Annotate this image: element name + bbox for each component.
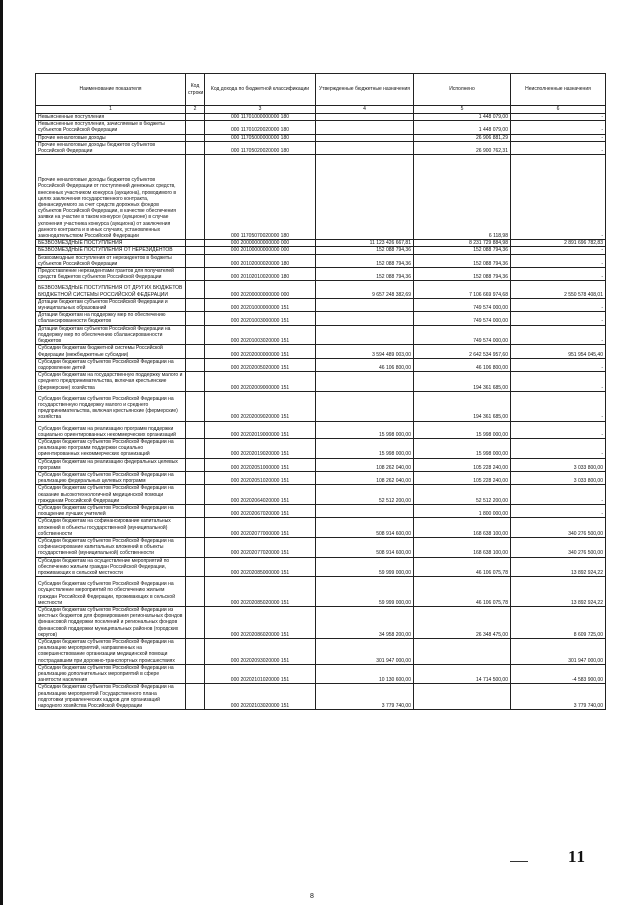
row-executed: 749 574 000,00 [414, 325, 511, 345]
row-unexecuted: 2 891 696 782,83 [511, 240, 606, 247]
row-income-code: 000 20202019000000 151 [205, 421, 316, 438]
row-approved [316, 504, 414, 517]
row-approved [316, 391, 414, 421]
row-income-code: 000 20202077020000 151 [205, 537, 316, 557]
row-approved: 152 088 794,36 [316, 247, 414, 254]
row-line-code [186, 345, 205, 358]
row-line-code [186, 312, 205, 325]
row-line-code [186, 471, 205, 484]
row-executed: 749 574 000,00 [414, 298, 511, 311]
sheet-number: 11 [568, 847, 587, 866]
income-report-table [35, 73, 606, 710]
header-approved: Утвержденные бюджетные назначения [316, 74, 414, 106]
row-approved [316, 298, 414, 311]
row-executed: 6 118,98 [414, 155, 511, 240]
row-line-code [186, 114, 205, 121]
row-approved [316, 134, 414, 141]
row-name: БЕЗВОЗМЕЗДНЫЕ ПОСТУПЛЕНИЯ ОТ НЕРЕЗИДЕНТОВ [36, 247, 186, 254]
table-row [36, 518, 606, 538]
row-executed: 15 998 000,00 [414, 421, 511, 438]
row-name: Субсидии бюджетам субъектов Российской Федерации на поощрение лучших учителей [36, 504, 186, 517]
row-approved: 59 999 000,00 [316, 577, 414, 607]
row-income-code: 000 11705070020000 180 [205, 155, 316, 240]
table-row [36, 325, 606, 345]
table-row [36, 607, 606, 639]
row-income-code: 000 20202086020000 151 [205, 607, 316, 639]
row-approved [316, 312, 414, 325]
row-name: Субсидии бюджетам субъектов Российской Федерации на государственную поддержку малого и среднего предпринимательства, включая крестьянские (фермерские) хозяйства [36, 391, 186, 421]
row-name: Прочие неналоговые доходы [36, 134, 186, 141]
row-name: Субсидии бюджетам субъектов Российской Федерации на реализацию федеральных целевых программ [36, 471, 186, 484]
row-name: Субсидии бюджетам субъектов Российской Федерации на оказание высокотехнологичной медицинской помощи гражданам Российской Федерации [36, 485, 186, 505]
row-approved: 10 130 600,00 [316, 664, 414, 684]
row-unexecuted: - [511, 372, 606, 392]
row-name: Субсидии бюджетам бюджетной системы Российской Федерации (межбюджетные субсидии) [36, 345, 186, 358]
row-name: Субсидии бюджетам субъектов Российской Федерации на реализацию дополнительных мероприятий в сфере занятости населения [36, 664, 186, 684]
row-approved [316, 114, 414, 121]
row-income-code: 000 20202009000000 151 [205, 372, 316, 392]
row-executed: 46 106 800,00 [414, 358, 511, 371]
row-line-code [186, 607, 205, 639]
table-row [36, 458, 606, 471]
row-approved: 9 657 248 382,69 [316, 281, 414, 298]
col-number: 5 [414, 106, 511, 114]
row-unexecuted: - [511, 134, 606, 141]
table-row [36, 358, 606, 371]
row-unexecuted: 13 892 924,22 [511, 577, 606, 607]
row-income-code: 000 20102010020000 180 [205, 268, 316, 281]
row-approved [316, 372, 414, 392]
row-unexecuted: 2 550 578 408,01 [511, 281, 606, 298]
row-line-code [186, 325, 205, 345]
row-approved: 11 123 426 667,81 [316, 240, 414, 247]
table-row [36, 372, 606, 392]
table-row [36, 141, 606, 154]
table-row [36, 639, 606, 665]
row-name: Прочие неналоговые доходы бюджетов субъектов Российской Федерации [36, 141, 186, 154]
row-name: Невыясненные поступления, зачисляемые в бюджеты субъектов Российской Федерации [36, 121, 186, 134]
row-approved: 508 914 600,00 [316, 537, 414, 557]
row-executed: 749 574 000,00 [414, 312, 511, 325]
row-executed: 26 348 475,00 [414, 607, 511, 639]
row-income-code: 000 20202101020000 151 [205, 664, 316, 684]
header-executed: Исполнено [414, 74, 511, 106]
row-income-code: 000 11705000000000 180 [205, 134, 316, 141]
row-name: Субсидии бюджетам субъектов Российской Федерации на реализацию мероприятий, направленных на совершенствование организации медицинской помощи пострадавшим при дорожно-транспортных происшествиях [36, 639, 186, 665]
row-unexecuted: - [511, 312, 606, 325]
table-row [36, 684, 606, 710]
row-executed: 194 361 685,00 [414, 372, 511, 392]
col-number: 6 [511, 106, 606, 114]
row-unexecuted: 8 609 725,00 [511, 607, 606, 639]
col-number: 1 [36, 106, 186, 114]
row-income-code: 000 20202000000000 151 [205, 345, 316, 358]
row-name: Субсидии бюджетам на реализацию федеральных целевых программ [36, 458, 186, 471]
row-income-code: 000 20202005020000 151 [205, 358, 316, 371]
col-number: 2 [186, 106, 205, 114]
row-executed: 26 900 762,31 [414, 141, 511, 154]
row-approved [316, 141, 414, 154]
row-income-code: 000 20202019020000 151 [205, 438, 316, 458]
row-line-code [186, 281, 205, 298]
table-body [36, 114, 606, 710]
row-executed [414, 639, 511, 665]
row-unexecuted: 13 892 924,22 [511, 557, 606, 577]
row-executed: 152 088 794,36 [414, 247, 511, 254]
table-row [36, 485, 606, 505]
row-name: Дотации бюджетам субъектов Российской Федерации и муниципальных образований [36, 298, 186, 311]
row-approved: 52 512 200,00 [316, 485, 414, 505]
row-approved: 152 088 794,36 [316, 268, 414, 281]
table-row [36, 281, 606, 298]
row-income-code: 000 20000000000000 000 [205, 240, 316, 247]
row-approved: 59 999 000,00 [316, 557, 414, 577]
table-row [36, 537, 606, 557]
row-executed: 46 106 075,78 [414, 577, 511, 607]
row-unexecuted: - [511, 325, 606, 345]
row-income-code: 000 20201003020000 151 [205, 325, 316, 345]
row-income-code: 000 20202064020000 151 [205, 485, 316, 505]
row-name: Субсидии бюджетам на софинансирование капитальных вложений в объекты государственной (муниципальной) собственности [36, 518, 186, 538]
row-income-code: 000 11705020020000 180 [205, 141, 316, 154]
row-executed: 1 800 000,00 [414, 504, 511, 517]
row-income-code: 000 20202103020000 151 [205, 684, 316, 710]
table-row [36, 438, 606, 458]
table-row [36, 557, 606, 577]
row-unexecuted: - [511, 141, 606, 154]
row-executed: 168 638 100,00 [414, 518, 511, 538]
row-unexecuted: - [511, 485, 606, 505]
table-row [36, 298, 606, 311]
row-line-code [186, 155, 205, 240]
row-income-code: 000 11701020020000 180 [205, 121, 316, 134]
row-executed: 8 231 729 884,98 [414, 240, 511, 247]
footer-dash [510, 861, 528, 862]
row-name: БЕЗВОЗМЕЗДНЫЕ ПОСТУПЛЕНИЯ ОТ ДРУГИХ БЮДЖЕТОВ БЮДЖЕТНОЙ СИСТЕМЫ РОССИЙСКОЙ ФЕДЕРАЦИИ [36, 281, 186, 298]
row-income-code: 000 20202051000000 151 [205, 458, 316, 471]
row-unexecuted: 3 779 740,00 [511, 684, 606, 710]
table-row [36, 114, 606, 121]
row-unexecuted: 3 033 800,00 [511, 458, 606, 471]
row-line-code [186, 577, 205, 607]
row-unexecuted: 340 276 500,00 [511, 537, 606, 557]
row-name: Дотации бюджетам на поддержку мер по обеспечению сбалансированности бюджетов [36, 312, 186, 325]
col-number: 3 [205, 106, 316, 114]
row-income-code: 000 20202067020000 151 [205, 504, 316, 517]
row-unexecuted: - [511, 438, 606, 458]
table-row [36, 268, 606, 281]
row-line-code [186, 537, 205, 557]
row-unexecuted: - [511, 121, 606, 134]
row-executed: 152 088 794,36 [414, 268, 511, 281]
row-line-code [186, 141, 205, 154]
row-name: Дотации бюджетам субъектов Российской Федерации на поддержку мер по обеспечению сбалансированности бюджетов [36, 325, 186, 345]
row-name: Субсидии бюджетам субъектов Российской Федерации из местных бюджетов для формирования региональных фондов финансовой поддержки поселений и региональных фондов финансовой поддержки муниципальных районов (городских округов) [36, 607, 186, 639]
row-income-code: 000 20202009020000 151 [205, 391, 316, 421]
row-name: Прочие неналоговые доходы бюджетов субъектов Российской Федерации от поступлений денежных средств, внесенных участником конкурса (аукциона), проводимого в целях заключения государственного контракта, финансируемого за счет средств дорожных фондов субъектов Российской Федерации, в качестве обеспечения заявки на участие в таком конкурсе (аукционе) в случае уклонения участника конкурса (аукциона) от заключения данного контракта и в иных случаях, установленных законодательством Российской Федерации [36, 155, 186, 240]
row-unexecuted: - [511, 358, 606, 371]
row-line-code [186, 298, 205, 311]
row-executed: 15 998 000,00 [414, 438, 511, 458]
row-unexecuted: - [511, 391, 606, 421]
row-unexecuted: 340 276 500,00 [511, 518, 606, 538]
row-income-code: 000 20202085000000 151 [205, 557, 316, 577]
header-unexecuted: Неисполненные назначения [511, 74, 606, 106]
row-name: Субсидии бюджетам субъектов Российской Федерации на реализацию мероприятий Государственного плана подготовки управленческих кадров для организаций народного хозяйства Российской Федерации [36, 684, 186, 710]
row-approved: 15 998 000,00 [316, 421, 414, 438]
row-line-code [186, 458, 205, 471]
table-row [36, 391, 606, 421]
column-number-row [36, 106, 606, 114]
row-executed: 1 448 079,00 [414, 114, 511, 121]
row-line-code [186, 247, 205, 254]
row-line-code [186, 438, 205, 458]
row-name: Предоставление нерезидентами грантов для получателей средств бюджетов субъектов Российской Федерации [36, 268, 186, 281]
row-name: Субсидии бюджетам субъектов Российской Федерации на осуществление мероприятий по обеспечению жильем граждан Российской Федерации, проживающих в сельской местности [36, 577, 186, 607]
row-unexecuted: 3 033 800,00 [511, 471, 606, 484]
row-approved: 108 262 040,00 [316, 471, 414, 484]
row-income-code: 000 20202085020000 151 [205, 577, 316, 607]
row-executed: 2 642 534 957,60 [414, 345, 511, 358]
row-unexecuted: - [511, 268, 606, 281]
row-name: Субсидии бюджетам на осуществление мероприятий по обеспечению жильем граждан Российской Федерации, проживающих в сельской местности [36, 557, 186, 577]
table-row [36, 254, 606, 267]
row-line-code [186, 358, 205, 371]
table-row [36, 312, 606, 325]
row-income-code: 000 20100000000000 000 [205, 247, 316, 254]
row-unexecuted: - [511, 254, 606, 267]
table-row [36, 155, 606, 240]
row-unexecuted: - [511, 504, 606, 517]
row-executed: 105 228 240,00 [414, 471, 511, 484]
row-approved: 15 998 000,00 [316, 438, 414, 458]
row-executed: 7 106 669 974,68 [414, 281, 511, 298]
row-executed: 152 088 794,36 [414, 254, 511, 267]
row-unexecuted: - [511, 247, 606, 254]
row-unexecuted: - [511, 298, 606, 311]
table-row [36, 577, 606, 607]
row-unexecuted: - [511, 421, 606, 438]
row-approved [316, 155, 414, 240]
row-approved: 508 914 600,00 [316, 518, 414, 538]
row-executed: 194 361 685,00 [414, 391, 511, 421]
row-income-code: 000 20200000000000 000 [205, 281, 316, 298]
row-income-code: 000 20201000000000 151 [205, 298, 316, 311]
row-executed: 26 906 881,29 [414, 134, 511, 141]
table-row [36, 471, 606, 484]
row-name: Субсидии бюджетам на реализацию программ поддержки социально ориентированных некоммерческих организаций [36, 421, 186, 438]
table-row [36, 247, 606, 254]
row-unexecuted: - [511, 114, 606, 121]
row-income-code: 000 20102000020000 180 [205, 254, 316, 267]
row-approved: 152 088 794,36 [316, 254, 414, 267]
table-row [36, 504, 606, 517]
row-name: Невыясненные поступления [36, 114, 186, 121]
row-line-code [186, 504, 205, 517]
row-income-code: 000 20202093020000 151 [205, 639, 316, 665]
page-number: 8 [310, 893, 314, 900]
row-unexecuted: 301 947 000,00 [511, 639, 606, 665]
row-approved [316, 121, 414, 134]
row-approved: 3 779 740,00 [316, 684, 414, 710]
table-row [36, 421, 606, 438]
row-executed: 168 638 100,00 [414, 537, 511, 557]
row-line-code [186, 391, 205, 421]
row-line-code [186, 684, 205, 710]
col-number: 4 [316, 106, 414, 114]
row-executed: 105 228 240,00 [414, 458, 511, 471]
row-approved: 3 594 489 003,00 [316, 345, 414, 358]
header-name: Наименование показателя [36, 74, 186, 106]
header-income-code: Код дохода по бюджетной классификации [205, 74, 316, 106]
row-executed [414, 684, 511, 710]
row-executed: 14 714 500,00 [414, 664, 511, 684]
row-line-code [186, 268, 205, 281]
row-approved: 301 947 000,00 [316, 639, 414, 665]
row-line-code [186, 240, 205, 247]
row-line-code [186, 557, 205, 577]
table-row [36, 664, 606, 684]
table-row [36, 240, 606, 247]
row-name: Субсидии бюджетам субъектов Российской Федерации на оздоровление детей [36, 358, 186, 371]
row-unexecuted: - [511, 155, 606, 240]
row-name: Безвозмездные поступления от нерезидентов в бюджеты субъектов Российской Федерации [36, 254, 186, 267]
row-executed: 46 106 075,78 [414, 557, 511, 577]
row-line-code [186, 639, 205, 665]
row-income-code: 000 20202077000000 151 [205, 518, 316, 538]
row-income-code: 000 20201003000000 151 [205, 312, 316, 325]
row-line-code [186, 254, 205, 267]
row-line-code [186, 664, 205, 684]
table-row [36, 121, 606, 134]
row-name: Субсидии бюджетам на государственную поддержку малого и среднего предпринимательства, включая крестьянские (фермерские) хозяйства [36, 372, 186, 392]
row-executed: 1 448 079,00 [414, 121, 511, 134]
row-approved: 46 106 800,00 [316, 358, 414, 371]
row-income-code: 000 11701000000000 180 [205, 114, 316, 121]
row-approved: 34 958 200,00 [316, 607, 414, 639]
header-code-line: Код строки [186, 74, 205, 106]
row-unexecuted: 951 954 045,40 [511, 345, 606, 358]
row-line-code [186, 485, 205, 505]
table-row [36, 134, 606, 141]
row-approved: 108 262 040,00 [316, 458, 414, 471]
row-line-code [186, 134, 205, 141]
table-header [36, 74, 606, 114]
row-name: БЕЗВОЗМЕЗДНЫЕ ПОСТУПЛЕНИЯ [36, 240, 186, 247]
scan-edge [0, 0, 3, 905]
row-line-code [186, 121, 205, 134]
row-name: Субсидии бюджетам субъектов Российской Федерации на реализацию программ поддержки социально ориентированных некоммерческих организаций [36, 438, 186, 458]
row-line-code [186, 518, 205, 538]
row-name: Субсидии бюджетам субъектов Российской Федерации на софинансирование капитальных вложений в объекты государственной (муниципальной) собственности [36, 537, 186, 557]
row-unexecuted: -4 583 900,00 [511, 664, 606, 684]
row-line-code [186, 421, 205, 438]
table-row [36, 345, 606, 358]
row-income-code: 000 20202051020000 151 [205, 471, 316, 484]
row-approved [316, 325, 414, 345]
row-executed: 52 512 200,00 [414, 485, 511, 505]
row-line-code [186, 372, 205, 392]
